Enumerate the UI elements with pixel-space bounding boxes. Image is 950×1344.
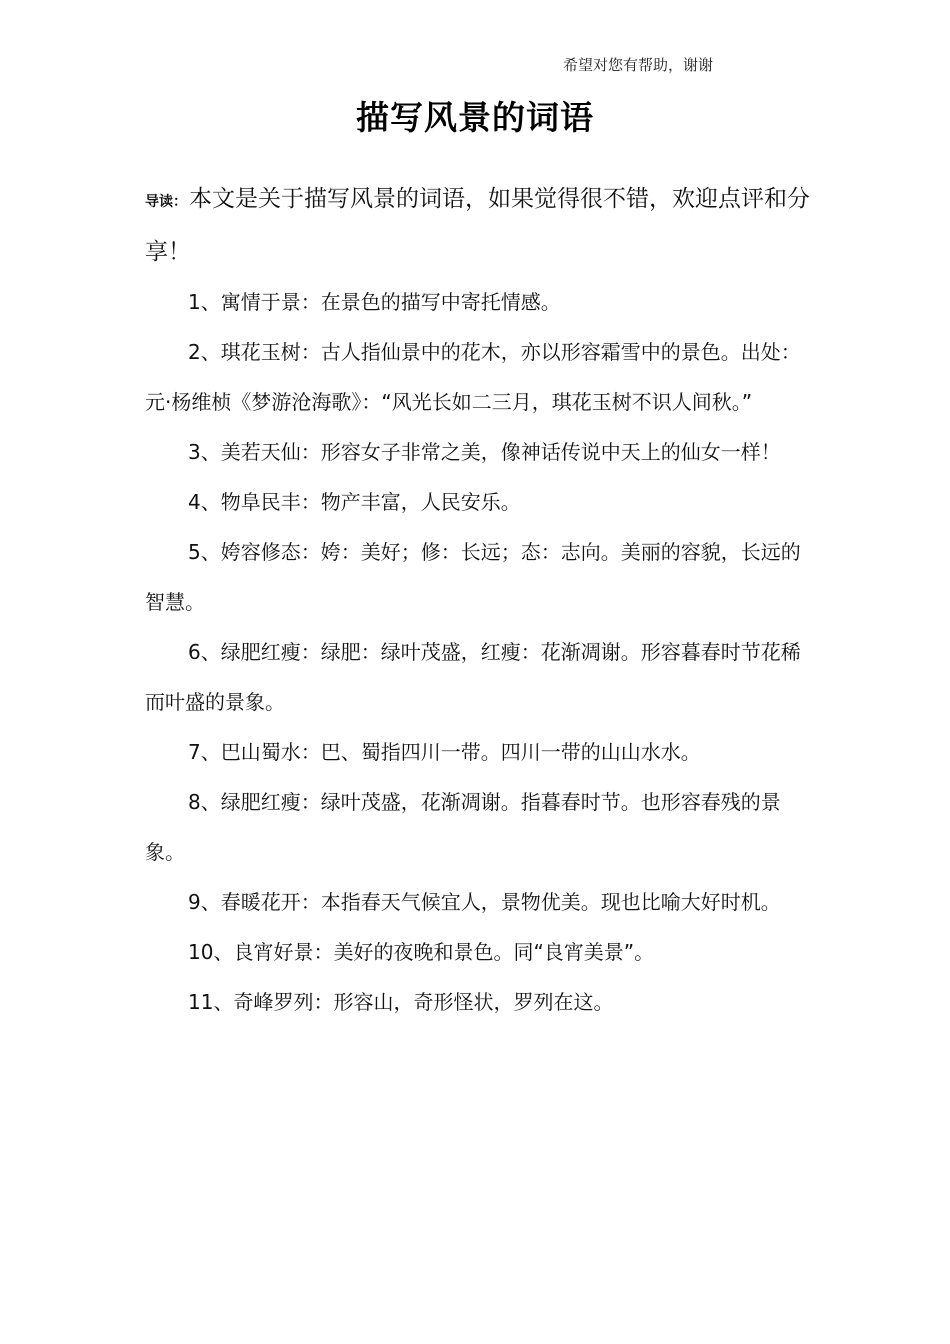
intro-text: 本文是关于描写风景的词语，如果觉得很不错，欢迎点评和分享！ <box>145 186 810 265</box>
entry-item: 9、春暖花开：本指春天气候宜人，景物优美。现也比喻大好时机。 <box>188 890 781 914</box>
entry-item: 1、寓情于景：在景色的描写中寄托情感。 <box>188 290 561 314</box>
entry-item: 4、物阜民丰：物产丰富，人民安乐。 <box>188 490 521 514</box>
entry-item: 11、奇峰罗列：形容山，奇形怪状，罗列在这。 <box>188 990 614 1014</box>
header-note: 希望对您有帮助，谢谢 <box>563 56 714 74</box>
intro-label: 导读： <box>145 194 187 210</box>
entry-item: 8、绿肥红瘦：绿叶茂盛，花渐凋谢。指暮春时节。也形容春残的景象。 <box>145 790 781 864</box>
entry-item: 2、琪花玉树：古人指仙景中的花木，亦以形容霜雪中的景色。出处：元·杨维桢《梦游沧海歌》：“风光长如二三月，琪花玉树不识人间秋。” <box>145 340 801 414</box>
entry-item: 6、绿肥红瘦：绿肥：绿叶茂盛，红瘦：花渐凋谢。形容暮春时节花稀而叶盛的景象。 <box>145 640 801 714</box>
entry-item: 7、巴山蜀水：巴、蜀指四川一带。四川一带的山山水水。 <box>188 740 701 764</box>
intro-paragraph <box>145 174 815 277</box>
entry-list <box>145 277 815 1027</box>
entry-item: 10、良宵好景：美好的夜晚和景色。同“良宵美景”。 <box>188 940 655 964</box>
entry-item: 5、姱容修态：姱：美好；修：长远；态：志向。美丽的容貌，长远的智慧。 <box>145 540 801 614</box>
document-title: 描写风景的词语 <box>356 98 594 137</box>
entry-item: 3、美若天仙：形容女子非常之美，像神话传说中天上的仙女一样！ <box>188 440 781 464</box>
document-body <box>145 174 815 1027</box>
